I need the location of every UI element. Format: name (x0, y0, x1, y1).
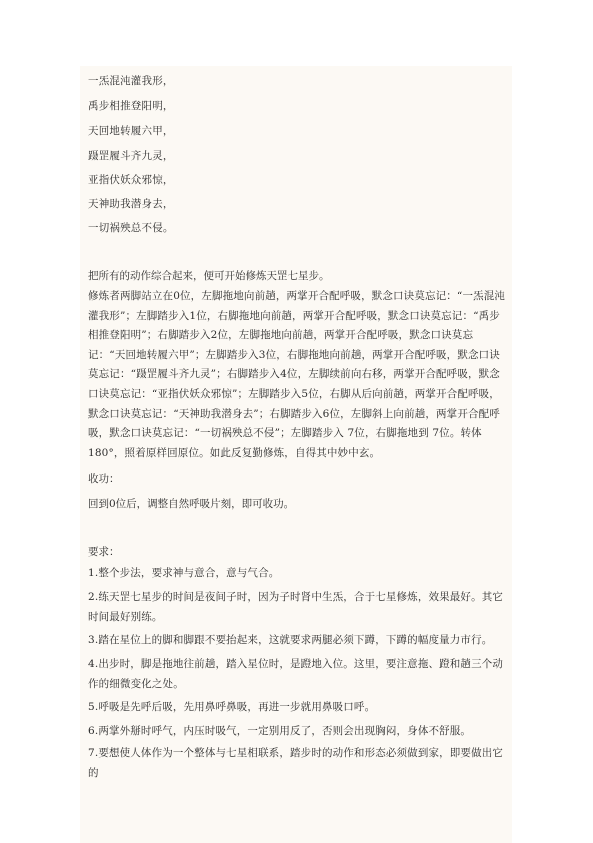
requirement-item: 3.踏在星位上的脚和脚跟不要抬起来，这就要求两腿必须下蹲，下蹲的幅度量力市行。 (88, 634, 493, 646)
closing-text: 回到0位后，调整自然呼吸片刻，即可收功。 (88, 498, 295, 510)
poem-line: 一炁混沌灌我形， (88, 75, 174, 87)
closing-heading: 收功： (88, 473, 120, 485)
requirement-item: 1.整个步法，要求神与意合，意与气合。 (88, 567, 280, 579)
poem-line: 亚指伏妖众邪惊， (88, 174, 174, 186)
requirement-item: 7.要想使人体作为一个整体与七星相联系，踏步时的动作和形态必须做到家，即要做出它的 (88, 747, 504, 779)
requirement-item: 5.呼吸是先呼后吸，先用鼻呼鼻吸，再进一步就用鼻吸口呼。 (88, 701, 376, 713)
requirement-item: 2.练天罡七星步的时间是夜间子时，因为子时肾中生炁，合于七星修炼，效果最好。其它时间最好别练。 (88, 591, 504, 623)
poem-line: 天神助我潜身去， (88, 198, 174, 210)
requirement-item: 6.两掌外掰时呼气，内压时吸气，一定别用反了，否则会出现胸闷，身体不舒服。 (88, 725, 472, 737)
poem-line: 一切祸殃总不侵。 (88, 222, 174, 234)
poem-line: 蹑罡履斗齐九灵， (88, 150, 174, 162)
requirements-heading: 要求： (88, 546, 120, 558)
practice-paragraph: 修炼者两脚站立在0位，左脚拖地向前趟，两掌开合配呼吸，默念口诀莫忘记：“一炁混沌灌我形”；左脚踏步入1位，右脚拖地向前趟，两掌开合配呼吸，默念口诀莫忘记：“禹步相推登阳明”；右脚踏步入2位，左脚拖地向前趟，两掌开合配呼吸，默念口诀莫忘记：“天回地转履六甲”；左脚踏步入3位，右脚拖地向前趟，两掌开合配呼吸，默念口诀莫忘记：“蹑罡履斗齐九灵”；右脚踏步入4位，左脚续前向右移，两掌开合配呼吸，默念口诀莫忘记：“亚指伏妖众邪惊”；左脚踏步入5位，右脚从后向前趟，两掌开合配呼吸，默念口诀莫忘记：“天神助我潜身去”；右脚踏步入6位，左脚斜上向前趟，两掌开合配呼吸，默念口诀莫忘记：“一切祸殃总不侵”；左脚踏步入 7位，右脚拖地到 7位。转体 180°，照着原样回原位。如此反复勤修炼，自得其中妙中玄。 (88, 290, 506, 459)
requirement-item: 4.出步时，脚是拖地往前趟，踏入星位时，是蹬地入位。这里，要注意拖、蹬和趟三个动作的细微变化之处。 (88, 658, 504, 690)
intro-text: 把所有的动作综合起来，便可开始修炼天罡七星步。 (88, 270, 330, 282)
poem-line: 天回地转履六甲， (88, 125, 174, 137)
poem-line: 禹步相推登阳明， (88, 100, 174, 112)
